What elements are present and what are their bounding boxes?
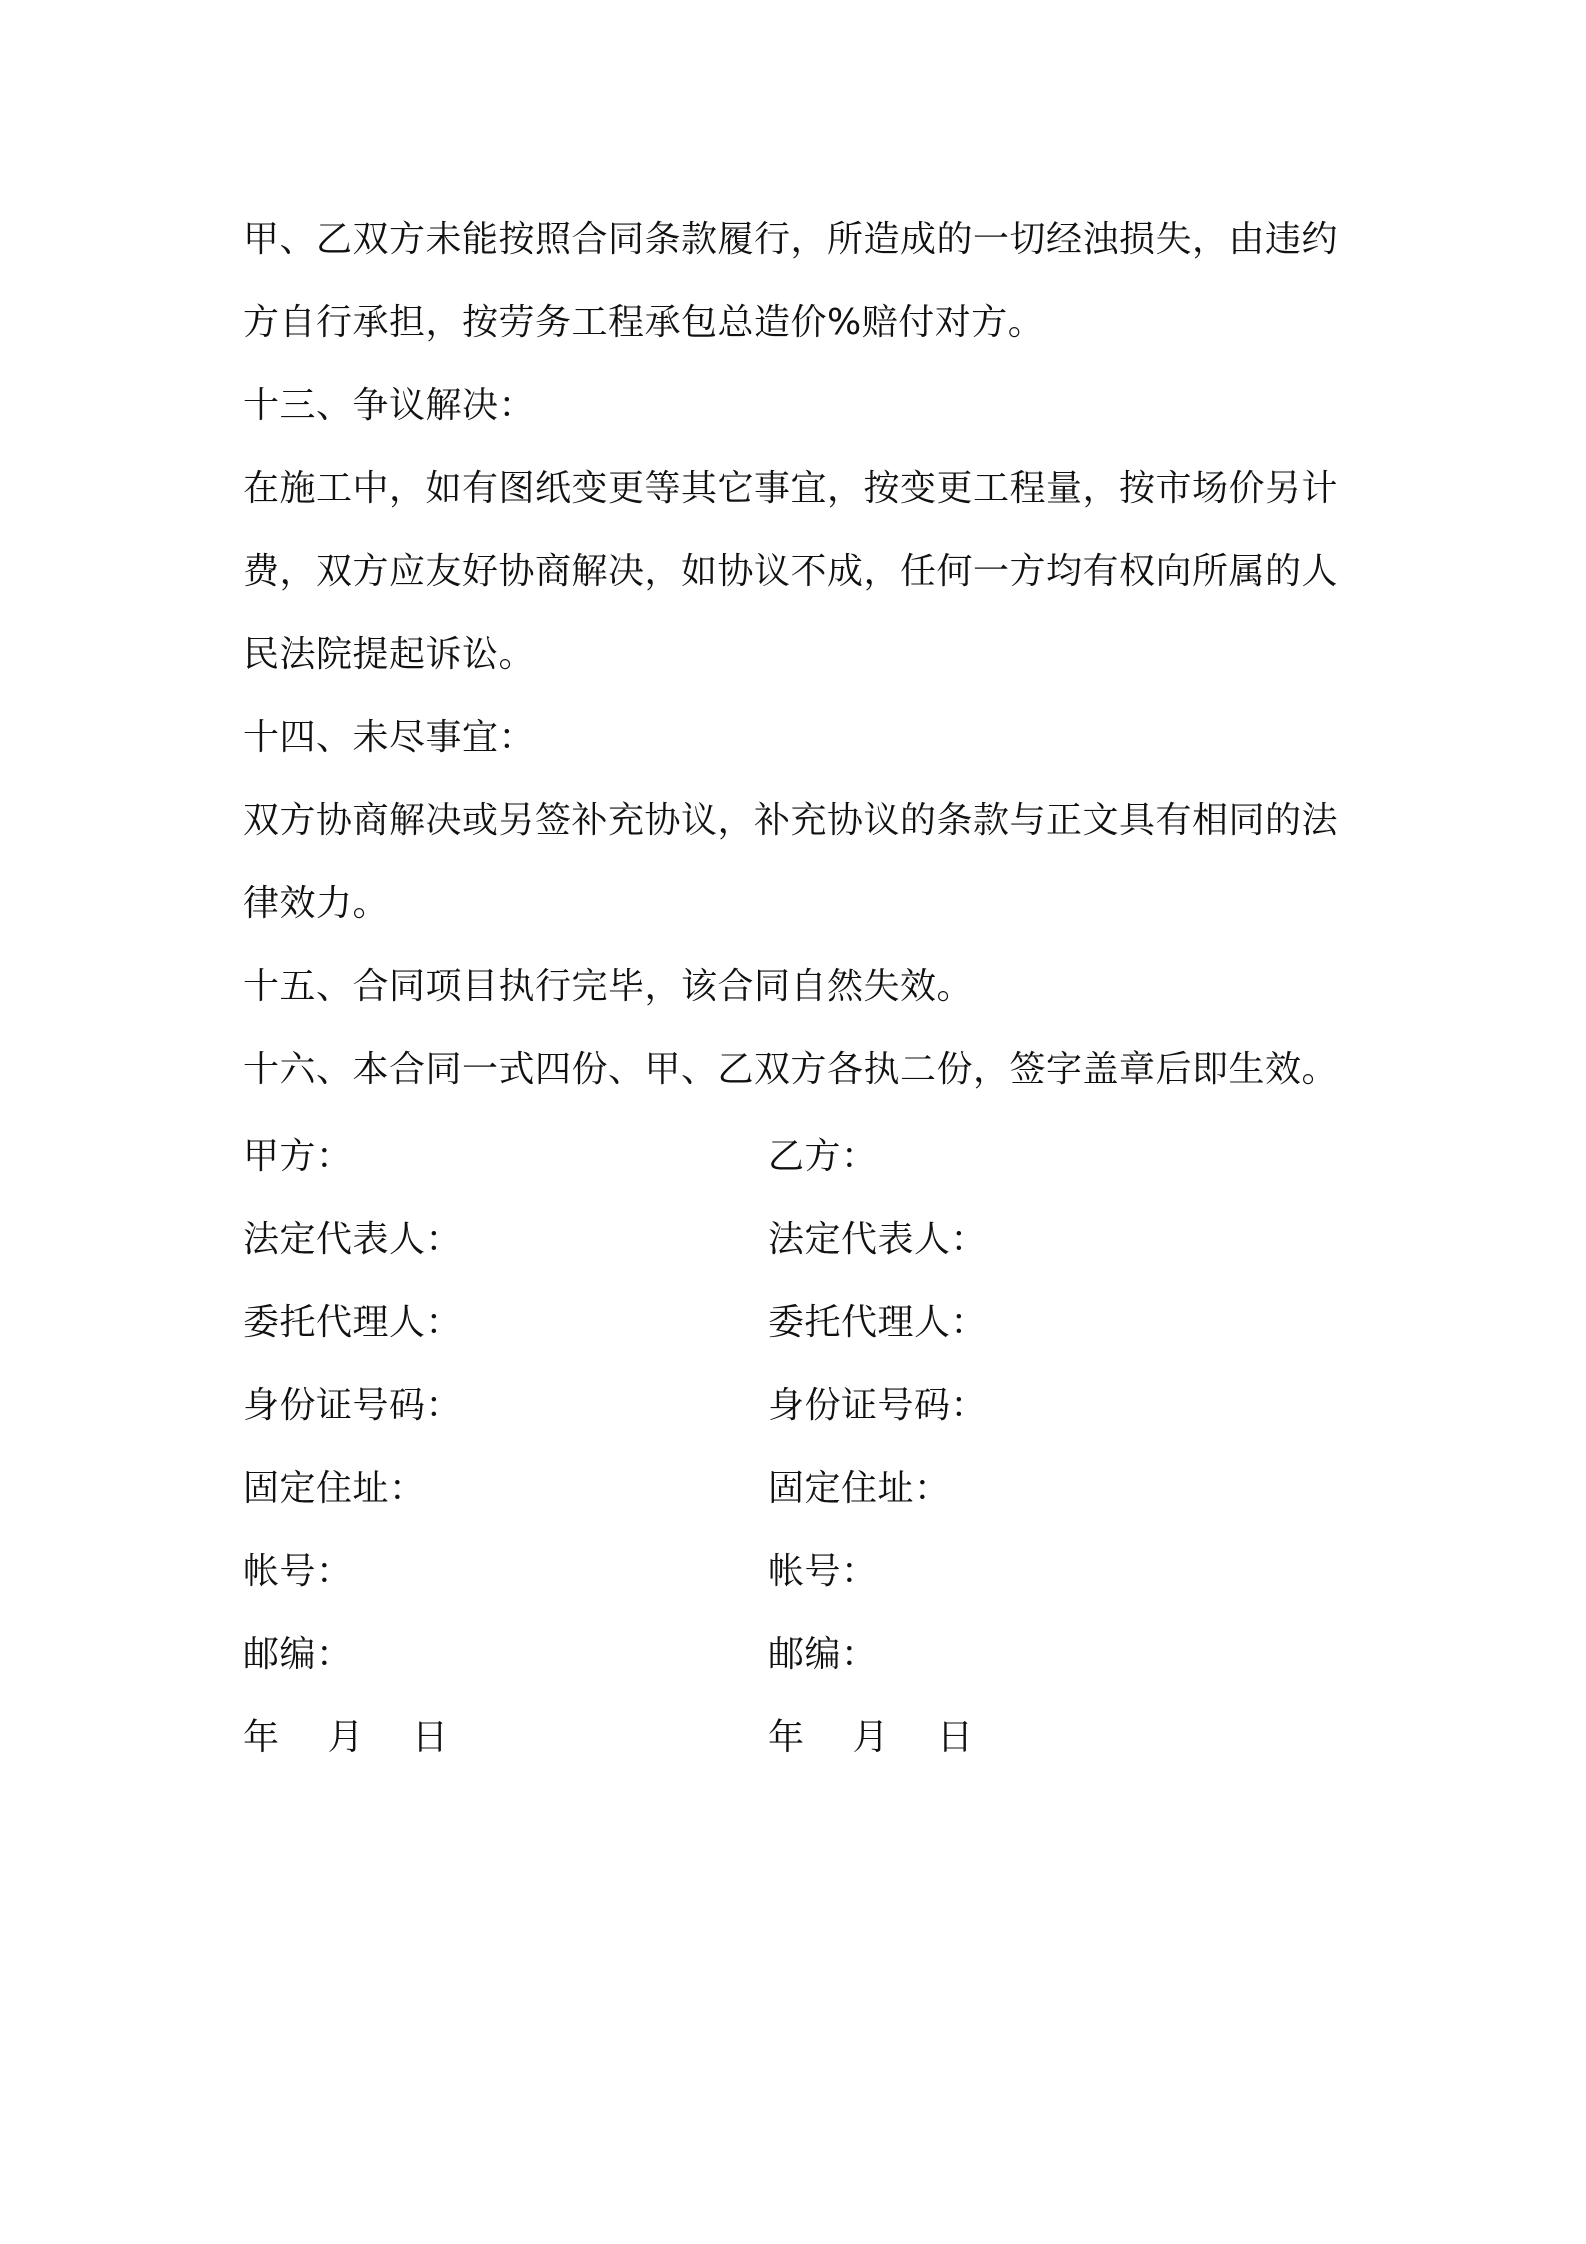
party-a-postcode: 邮编：	[243, 1634, 353, 1675]
party-b-agent: 委托代理人：	[768, 1302, 988, 1343]
signature-block	[243, 1115, 1353, 1779]
party-b-account: 帐号：	[768, 1551, 878, 1592]
contract-body	[243, 198, 1353, 1111]
clause-dispute-resolution: 在施工中，如有图纸变更等其它事宜，按变更工程量，按市场价另计费，双方应友好协商解决，如协议不成，任何一方均有权向所属的人民法院提起诉讼。	[243, 468, 1339, 675]
heading-other-matters: 十四、未尽事宜：	[243, 717, 536, 758]
signature-row-postcode	[243, 1613, 1353, 1696]
party-b-title: 乙方：	[768, 1136, 878, 1177]
clause-other-matters: 双方协商解决或另签补充协议，补充协议的条款与正文具有相同的法律效力。	[243, 800, 1339, 924]
signature-row-account	[243, 1530, 1353, 1613]
party-b-postcode: 邮编：	[768, 1634, 878, 1675]
party-a-account: 帐号：	[243, 1551, 353, 1592]
signature-row-date	[243, 1696, 1353, 1779]
party-b-date-year: 年	[768, 1717, 805, 1758]
party-b-legal-rep: 法定代表人：	[768, 1219, 988, 1260]
clause-contract-expiry: 十五、合同项目执行完毕，该合同自然失效。	[243, 966, 974, 1007]
party-b-date-day: 日	[937, 1717, 974, 1758]
party-a-legal-rep: 法定代表人：	[243, 1219, 463, 1260]
party-a-date	[243, 1696, 768, 1779]
signature-row-party	[243, 1115, 1353, 1198]
party-a-date-day: 日	[412, 1717, 449, 1758]
clause-breach-liability: 甲、乙双方未能按照合同条款履行，所造成的一切经浊损失，由违约方自行承担，按劳务工程承包总造价%赔付对方。	[243, 219, 1339, 343]
signature-row-legal-rep	[243, 1198, 1353, 1281]
party-b-address: 固定住址：	[768, 1468, 951, 1509]
party-a-agent: 委托代理人：	[243, 1302, 463, 1343]
party-b-id-number: 身份证号码：	[768, 1385, 988, 1426]
party-b-date-month: 月	[852, 1717, 890, 1758]
signature-row-id-number	[243, 1364, 1353, 1447]
heading-dispute-resolution: 十三、争议解决：	[243, 385, 536, 426]
party-a-date-month: 月	[327, 1717, 365, 1758]
signature-row-address	[243, 1447, 1353, 1530]
party-a-address: 固定住址：	[243, 1468, 426, 1509]
party-a-date-year: 年	[243, 1717, 280, 1758]
party-b-date	[768, 1696, 1293, 1779]
clause-copies-effect: 十六、本合同一式四份、甲、乙双方各执二份，签字盖章后即生效。	[243, 1049, 1339, 1090]
party-a-id-number: 身份证号码：	[243, 1385, 463, 1426]
signature-row-agent	[243, 1281, 1353, 1364]
party-a-title: 甲方：	[243, 1136, 353, 1177]
